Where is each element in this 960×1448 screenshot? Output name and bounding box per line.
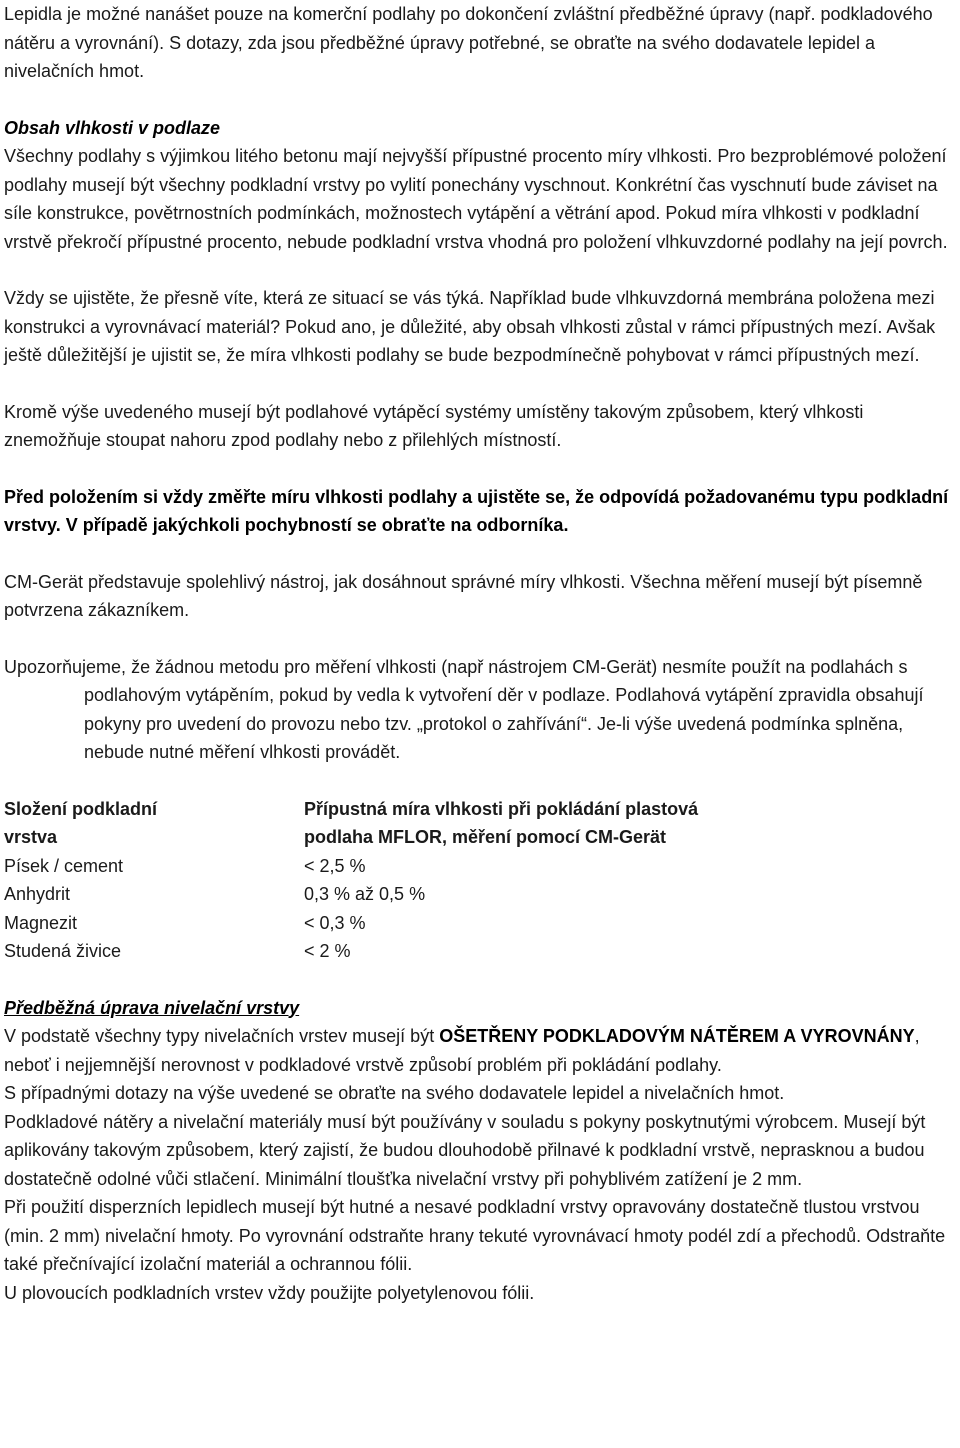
table-header-moisture: Přípustná míra vlhkosti při pokládání plastová podlaha MFLOR, měření pomocí CM-Gerät <box>304 798 699 847</box>
document-page <box>4 0 956 1307</box>
table-cell-material: Magnezit <box>4 912 78 933</box>
leveling-paragraph-3: Podkladové nátěry a nivelační materiály musí být používány v souladu s pokyny poskytnutými výrobcem. Musejí být aplikovány takovým způsobem, který zajistí, že budou dlouhodobě přilnavé k podkladní vrstvě, neprasknou a budou dostatečně odolné vůči stlačení. Minimální tloušťka nivelační vrstvy při pohyblivém zatížení je 2 mm. <box>4 1111 926 1189</box>
leveling-heading: Předběžná úprava nivelační vrstvy <box>4 997 300 1018</box>
table-header-composition: Složení podkladní vrstva <box>4 798 158 847</box>
leveling-text-bold: OŠETŘENY PODKLADOVÝM NÁTĚREM A VYROVNÁNY <box>439 1026 915 1046</box>
table-row <box>4 909 724 938</box>
leveling-paragraph-5: U plovoucích podkladních vrstev vždy použijte polyetylenovou fólii. <box>4 1282 535 1303</box>
moisture-paragraph-3: Kromě výše uvedeného musejí být podlahové vytápěcí systémy umístěny takovým způsobem, který vlhkosti znemožňuje stoupat nahoru zpod podlahy nebo z přilehlých místností. <box>4 401 864 450</box>
moisture-heading: Obsah vlhkosti v podlaze <box>4 117 221 138</box>
moisture-paragraph-1: Všechny podlahy s výjimkou litého betonu mají nejvyšší přípustné procento míry vlhkosti. Pro bezproblémové položení podlahy musejí být všechny podkladní vrstvy po vylití ponechány vyschnout. Konkrétní čas vyschnutí bude záviset na síle konstrukce, povětrnostních podmínkách, možnostech vytápění a větrání apod. Pokud míra vlhkosti v podkladní vrstvě překročí přípustné procento, nebude podkladní vrstva vhodná pro položení vlhkuvzdorné podlahy na její povrch. <box>4 146 948 252</box>
intro-paragraph: Lepidla je možné nanášet pouze na komerční podlahy po dokončení zvláštní předběžné úpravy (např. podkladového nátěru a vyrovnání). S dotazy, zda jsou předběžné úpravy potřebné, se obraťte na svého dodavatele lepidel a nivelačních hmot. <box>4 4 933 81</box>
table-header-row <box>4 795 724 852</box>
leveling-paragraph-1 <box>4 1022 956 1079</box>
moisture-warning: Před položením si vždy změřte míru vlhkosti podlahy a ujistěte se, že odpovídá požadovanému typu podkladní vrstvy. V případě jakýchkoli pochybností se obraťte na odborníka. <box>4 486 949 535</box>
moisture-paragraph-2: Vždy se ujistěte, že přesně víte, která ze situací se vás týká. Například bude vlhkuvzdorná membrána položena mezi konstrukci a vyrovnávací materiál? Pokud ano, je důležité, aby obsah vlhkosti zůstal v rámci přípustných mezí. Avšak ještě důležitější je ujistit se, že míra vlhkosti podlahy se bude bezpodmínečně pohybovat v rámci přípustných mezí. <box>4 288 936 365</box>
table-row <box>4 937 724 966</box>
table-cell-value: < 2,5 % <box>304 855 366 876</box>
table-cell-value: < 0,3 % <box>304 912 366 933</box>
moisture-paragraph-4: CM-Gerät představuje spolehlivý nástroj, jak dosáhnout správné míry vlhkosti. Všechna měření musejí být písemně potvrzena zákazníkem. <box>4 571 923 620</box>
moisture-paragraph-5: Upozorňujeme, že žádnou metodu pro měření vlhkosti (např nástrojem CM-Gerät) nesmíte použít na podlahách s podlahovým vytápěním, pokud by vedla k vytvoření děr v podlaze. Podlahová vytápění zpravidla obsahují pokyny pro uvedení do provozu nebo tzv. „protokol o zahřívání“. Je-li výše uvedená podmínka splněna, nebude nutné měření vlhkosti provádět. <box>4 656 924 762</box>
table-cell-material: Písek / cement <box>4 855 124 876</box>
leveling-paragraph-2: S případnými dotazy na výše uvedené se obraťte na svého dodavatele lepidel a nivelačních hmot. <box>4 1083 785 1103</box>
leveling-paragraph-4: Při použití disperzních lepidlech musejí být hutné a nesavé podkladní vrstvy opravovány dostatečně tlustou vrstvou (min. 2 mm) nivelační hmoty. Po vyrovnání odstraňte hrany tekuté vyrovnávací hmoty podél zdí a přechodů. Odstraňte také přečnívající izolační materiál a ochrannou fólii. <box>4 1197 946 1274</box>
table-cell-material: Studená živice <box>4 941 122 961</box>
leveling-text-a: V podstatě všechny typy nivelačních vrstev musejí být <box>4 1026 440 1046</box>
table-cell-value: < 2 % <box>304 941 351 961</box>
table-row <box>4 880 724 909</box>
table-cell-material: Anhydrit <box>4 884 71 904</box>
moisture-limits-table <box>4 795 724 966</box>
table-row <box>4 852 724 881</box>
leveling-text-b: , neboť i nejjemnější nerovnost v podkladové vrstvě způsobí problém při pokládání podlahy. <box>4 1026 920 1075</box>
table-cell-value: 0,3 % až 0,5 % <box>304 884 426 904</box>
